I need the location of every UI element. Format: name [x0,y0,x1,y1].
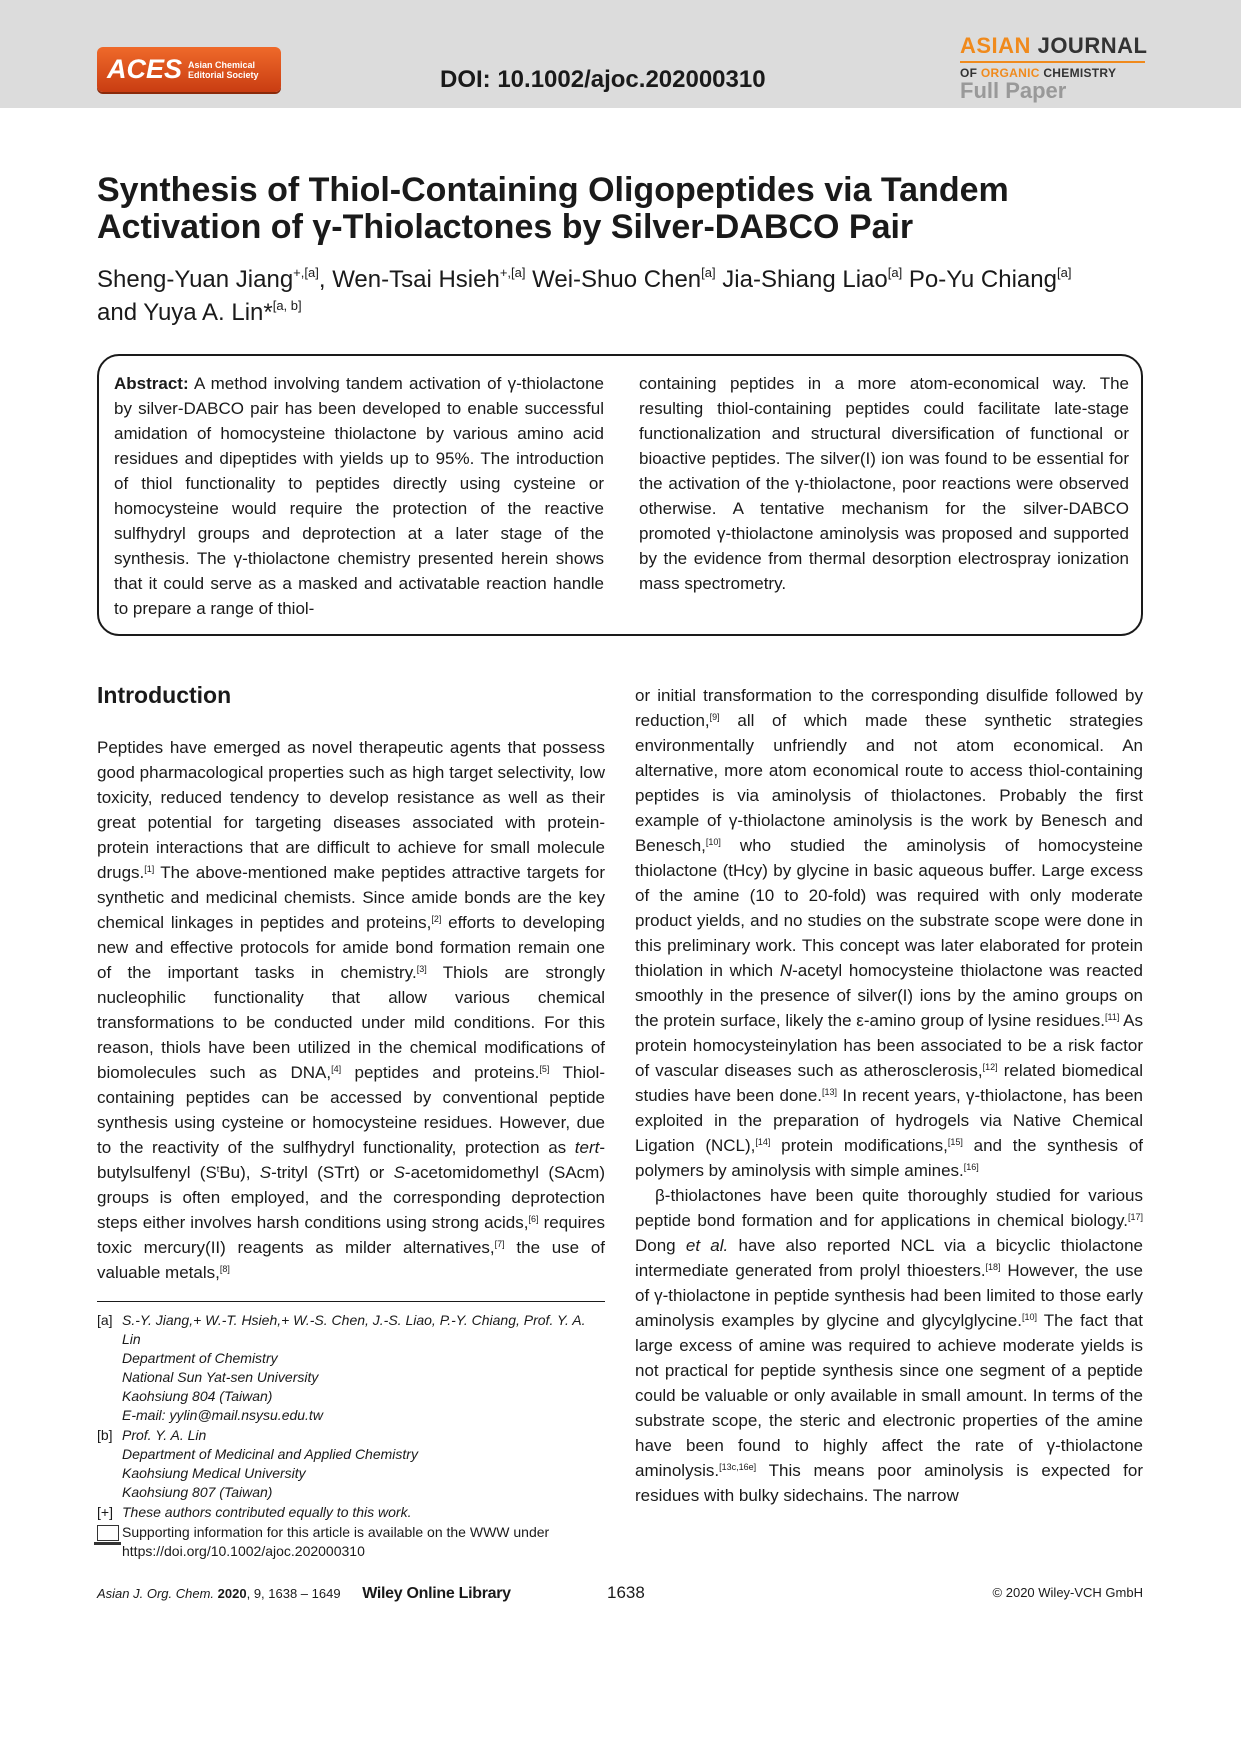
footnote-line: Department of Chemistry [122,1350,278,1366]
footnote-line: S.-Y. Jiang,+ W.-T. Hsieh,+ W.-S. Chen, J.-S. Liao, P.-Y. Chiang, Prof. Y. A. Lin [122,1312,586,1347]
aces-logo-subtitle: Asian Chemical Editorial Society [188,59,259,80]
citation-ref: [3] [416,964,427,974]
author-name: Wei-Shuo Chen [532,266,702,293]
footnote-line: Prof. Y. A. Lin [122,1427,207,1443]
citation-ref: [7] [494,1239,505,1249]
paragraph-text: all of which made these synthetic strategies environmentally unfriendly and not atom economical. An alternative, more atom economical route to access thiol-containing peptides is via aminolysis of thiolactones. Probably the first example of γ-thiolactone aminolysis is the work by Benesch and Benesch, [635,711,1143,855]
paragraph-text: Bu), [219,1163,260,1182]
paragraph-text: β-thiolactones have been quite thoroughly studied for various peptide bond formation and for applications in chemical biology. [635,1186,1143,1230]
computer-icon [97,1525,119,1541]
journal-logo-journal: JOURNAL [1037,33,1148,58]
aces-logo [97,47,281,92]
citation-ref: [15] [947,1137,963,1147]
paragraph-text: As protein homocysteinylation has been associated to be a risk factor of vascular diseases such as atherosclerosis, [635,1011,1144,1080]
paragraph-text: the use of valuable metals, [97,1238,605,1282]
paragraph-text: -acetyl homocysteine thiolactone was reacted smoothly in the presence of silver(I) ions by the amino groups on the protein surface, likely the ε-amino group of lysine residues. [635,961,1143,1030]
paragraph-text: Thiols are strongly nucleophilic functionality that allow various chemical transformations to be conducted under mild conditions. For this reason, thiols have been utilized in the chemical modifications of biomolecules such as DNA, [97,963,605,1082]
author-name: Sheng-Yuan Jiang [97,266,294,293]
aces-logo-word: ACES [107,54,183,84]
author-affiliation-mark: [a, b] [272,298,302,313]
paragraph-text: related biomedical studies have been done. [635,1061,1143,1105]
citation-ref: [4] [331,1064,342,1074]
author-affiliation-mark: [a] [1056,265,1072,280]
paragraph-text: who studied the aminolysis of homocysteine thiolactone (tHcy) by glycine in basic aqueous buffer. Large excess of the amine (10 to 20-fold) was required with only moderate product yields, and no studies on the substrate scope were done in this preliminary work. This concept was later elaborated for protein thiolation in which [635,836,1143,980]
citation-ref: t [216,1164,220,1174]
affiliation-b-lines [122,1426,607,1502]
paragraph-text: requires toxic mercury(II) reagents as milder alternatives, [97,1213,605,1257]
author-affiliation-mark: +,[a] [293,265,319,280]
abstract-label: Abstract: [114,374,189,393]
footnote-line: National Sun Yat-sen University [122,1369,319,1385]
citation-ref: [10] [705,837,721,847]
author-name: and Yuya A. Lin* [97,299,273,326]
author-affiliation-mark: [a] [701,265,716,280]
footer-citation: Asian J. Org. Chem. 2020, 9, 1638 – 1649 Wiley Online Library [97,1585,511,1602]
affiliation-a: [a] S.-Y. Jiang,+ W.-T. Hsieh,+ W.-S. Chen, J.-S. Liao, P.-Y. Chiang, Prof. Y. A. Lin Department of Chemistry National Sun Yat-sen University Kaohsiung 804 (Taiwan) E-mail: yylin@mail.nsysu.edu.tw [97,1311,607,1425]
footnote-divider [97,1301,605,1302]
equal-contribution-note: [+] These authors contributed equally to this work. [97,1504,412,1520]
footnote-line: E-mail: yylin@mail.nsysu.edu.tw [122,1407,323,1423]
article-type: Full Paper [960,78,1067,103]
journal-logo-organic: ORGANIC [980,66,1040,80]
body-column-right [635,683,1143,1508]
author-affiliation-mark: +,[a] [499,265,526,280]
affiliation-b: [b] Prof. Y. A. Lin Department of Medicinal and Applied Chemistry Kaohsiung Medical University Kaohsiung 807 (Taiwan) [97,1426,607,1502]
abstract-column-left [114,371,604,621]
citation-ref: [17] [1127,1212,1143,1222]
citation-ref: [1] [144,864,155,874]
citation-ref: [5] [539,1064,550,1074]
footnote-line: Department of Medicinal and Applied Chemistry [122,1446,418,1462]
doi-label[interactable]: DOI: 10.1002/ajoc.202000310 [440,66,766,93]
italic-term: tert [574,1138,600,1157]
citation-ref: [13c,16e] [719,1462,757,1472]
journal-logo-asian: ASIAN [960,33,1031,58]
journal-logo-chemistry: CHEMISTRY [1043,66,1117,80]
italic-term: N [779,961,793,980]
journal-logo-of: OF [960,66,978,80]
paragraph-text: or initial transformation to the corresponding disulfide followed by reduction, [635,686,1143,730]
citation-ref: [16] [963,1162,979,1172]
affiliation-footnotes [97,1311,607,1562]
intro-paragraph-2 [635,683,1143,1183]
article-title: Synthesis of Thiol-Containing Oligopeptides via Tandem Activation of γ-Thiolactones by Silver-DABCO Pair [97,171,1009,246]
author-list: Sheng-Yuan Jiang$^{+,[a]}$, Wen-Tsai Hsieh$^{+,[a]}$ Wei-Shuo Chen[a] Jia-Shiang Liao[a] Po-Yu Chiang[a] and Yuya A. Lin*[a, b] [97,265,1072,326]
paragraph-text: In recent years, γ-thiolactone, has been exploited in the preparation of hydrogels via Native Chemical Ligation (NCL), [635,1086,1143,1155]
paragraph-text: peptides and proteins. [341,1063,540,1082]
paragraph-text: and the synthesis of polymers by aminolysis with simple amines. [635,1136,1143,1180]
citation-ref: [11] [1105,1012,1120,1022]
journal-logo [960,33,1148,104]
paragraph-text: Peptides have emerged as novel therapeutic agents that possess good pharmacological properties such as high target selectivity, low toxicity, reduced tendency to develop resistance as well as their great potential for targeting diseases associated with protein-protein interactions that are difficult to achieve for small molecule drugs. [97,738,605,882]
footnote-line: Kaohsiung 807 (Taiwan) [122,1484,273,1500]
author-name: Wen-Tsai Hsieh [332,266,500,293]
paragraph-text: efforts to developing new and effective protocols for amide bond formation remain one of the important tasks in chemistry. [97,913,605,982]
citation-ref: [12] [982,1062,998,1072]
page-number: 1638 [607,1583,645,1602]
wiley-online-library-link[interactable]: Wiley Online Library [362,1585,511,1602]
intro-paragraph-3 [635,1183,1143,1508]
paragraph-text: -acetomidomethyl (SAcm) groups is often employed, and the corresponding deprotection steps either involves harsh conditions using strong acids, [97,1163,605,1232]
paragraph-text: The above-mentioned make peptides attractive targets for synthetic and medicinal chemists. Since amide bonds are the key chemical linkages in peptides and proteins, [97,863,605,932]
footnote-line: Kaohsiung Medical University [122,1465,306,1481]
paragraph-text: -butylsulfenyl (S [97,1138,605,1182]
supporting-info-text[interactable]: Supporting information for this article is available on the WWW under https://doi.org/10.1002/ajoc.202000310 [122,1524,550,1559]
citation-ref: [2] [431,914,442,924]
citation-ref: [6] [528,1214,539,1224]
paragraph-text: Thiol-containing peptides can be accessed by conventional peptide synthesis using cysteine or homocysteine residues. However, due to the reactivity of the sulfhydryl functionality, protection as [97,1063,605,1157]
supporting-info-note [97,1523,607,1561]
citation-ref: [18] [985,1262,1001,1272]
author-name: Po-Yu Chiang [908,266,1057,293]
abstract-text-left: A method involving tandem activation of γ-thiolactone by silver-DABCO pair has been developed to enable successful amidation of homocysteine thiolactone by various amino acid residues and dipeptides with yields up to 95%. The introduction of thiol functionality to peptides directly using cysteine or homocysteine would require the protection of the reactive sulfhydryl groups and deprotection at a later stage of the synthesis. The γ-thiolactone chemistry presented herein shows that it could serve as a masked and activatable reaction handle to prepare a range of thiol- [114,374,604,618]
citation-ref: [10] [1021,1312,1037,1322]
paragraph-text: This means poor aminolysis is expected for residues with bulky sidechains. The narrow [635,1461,1143,1505]
copyright: © 2020 Wiley-VCH GmbH [992,1585,1143,1600]
footnote-line: Kaohsiung 804 (Taiwan) [122,1388,273,1404]
section-heading-introduction: Introduction [97,682,232,708]
italic-term: S [259,1163,272,1182]
citation-ref: [8] [219,1264,230,1274]
intro-paragraph-1 [97,735,605,1285]
italic-term: et al. [685,1236,729,1255]
citation-ref: [14] [755,1137,771,1147]
citation-ref: [9] [709,712,720,722]
paragraph-text: have also reported NCL via a bicyclic thiolactone intermediate generated from prolyl thioesters. [635,1236,1143,1280]
journal-header [0,0,1241,108]
author-affiliation-mark: [a] [887,265,903,280]
paragraph-text: -trityl (STrt) or [271,1163,394,1182]
paragraph-text: However, the use of γ-thiolactone in peptide synthesis had been limited to those early aminolysis examples by glycine and glycylglycine. [635,1261,1143,1330]
abstract-column-right: containing peptides in a more atom-economical way. The resulting thiol-containing peptides could facilitate late-stage functionalization and structural diversification of functional or bioactive peptides. The silver(I) ion was found to be essential for the activation of the γ-thiolactone, poor reactions were observed otherwise. A tentative mechanism for the silver-DABCO promoted γ-thiolactone aminolysis was proposed and supported by the evidence from thermal desorption electrospray ionization mass spectrometry. [639,374,1129,593]
italic-term: S [393,1163,405,1182]
affiliation-a-lines [122,1311,607,1425]
abstract-box [97,354,1143,636]
paragraph-text: The fact that large excess of amine was required to achieve moderate yields is not practical for peptide synthesis since one segment of a peptide could be valuable or only available in small amount. In terms of the substrate scope, the steric and electronic properties of the amine have been found to highly affect the rate of γ-thiolactone aminolysis. [635,1311,1143,1480]
paragraph-text: Dong [635,1236,686,1255]
author-name: Jia-Shiang Liao [722,266,888,293]
journal-logo-rule [960,61,1145,63]
paragraph-text: protein modifications, [770,1136,948,1155]
body-column-left [97,680,605,1285]
citation-ref: [13] [822,1087,838,1097]
